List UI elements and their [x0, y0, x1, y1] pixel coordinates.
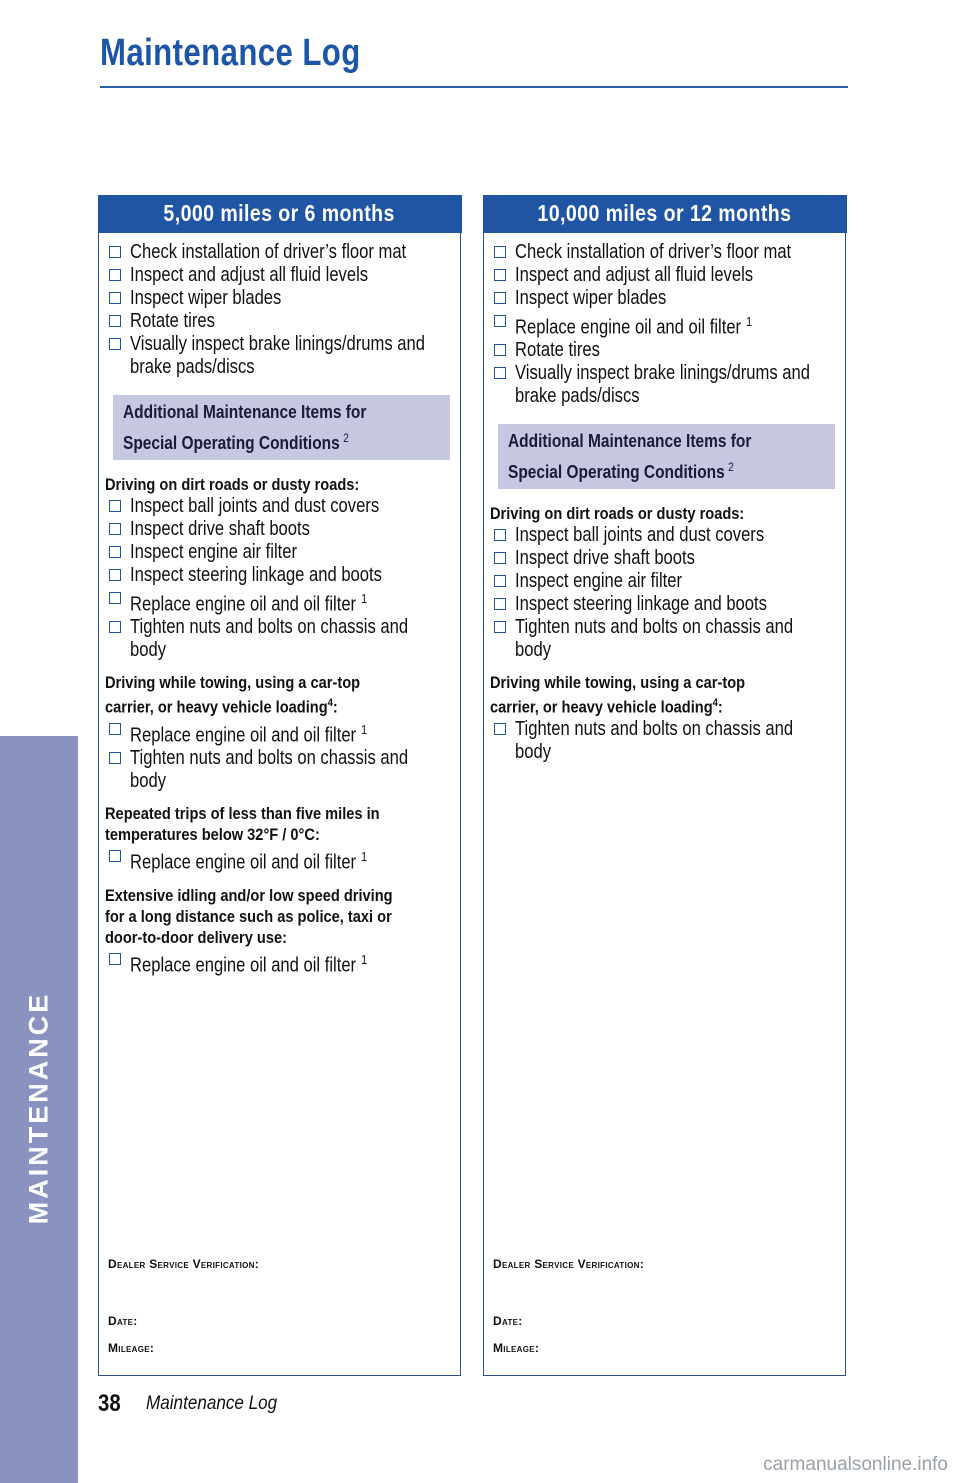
checklist-item[interactable]: Inspect ball joints and dust covers — [105, 495, 454, 518]
checkbox[interactable] — [109, 315, 121, 327]
checklist-item[interactable]: Inspect wiper blades — [490, 287, 839, 310]
checkbox[interactable] — [494, 292, 506, 304]
date-label: Date: — [493, 1314, 523, 1328]
checkbox[interactable] — [109, 850, 121, 862]
checkbox[interactable] — [494, 621, 506, 633]
footer-section-label: Maintenance Log — [146, 1393, 278, 1414]
checklist-item[interactable]: Tighten nuts and bolts on chassis and — [105, 747, 454, 770]
checkbox[interactable] — [494, 315, 506, 327]
towing-group — [490, 672, 839, 764]
checkbox[interactable] — [109, 246, 121, 258]
checkbox[interactable] — [494, 552, 506, 564]
checkbox[interactable] — [109, 292, 121, 304]
condition-heading: Driving on dirt roads or dusty roads: — [490, 504, 745, 524]
dirt-roads-group — [490, 503, 839, 662]
checklist-item[interactable]: Visually inspect brake linings/drums and — [105, 333, 454, 356]
checklist-item[interactable]: Tighten nuts and bolts on chassis and — [490, 718, 839, 741]
checkbox[interactable] — [494, 598, 506, 610]
checklist-item[interactable]: Visually inspect brake linings/drums and — [490, 362, 839, 385]
checkbox[interactable] — [494, 246, 506, 258]
dealer-verification-label: Dealer Service Verification: — [493, 1257, 645, 1271]
date-label: Date: — [108, 1314, 138, 1328]
checklist-item[interactable]: Inspect steering linkage and boots — [105, 564, 454, 587]
special-conditions-banner: Additional Maintenance Items for Special Operating Conditions $^2$ — [498, 424, 835, 489]
checkbox[interactable] — [494, 575, 506, 587]
checklist-item[interactable]: Inspect ball joints and dust covers — [490, 524, 839, 547]
condition-heading: Driving while towing, using a car-top carrier, or heavy vehicle loading$^4$: — [490, 673, 746, 717]
dealer-verification-label: Dealer Service Verification: — [108, 1257, 260, 1271]
checklist-item[interactable]: Rotate tires — [105, 310, 454, 333]
dirt-roads-group — [105, 474, 454, 663]
idling-group — [105, 885, 454, 978]
section-side-tab-label: MAINTENANCE — [23, 991, 54, 1225]
short-trips-group — [105, 803, 454, 875]
checklist-item-continuation: body — [515, 639, 552, 662]
checkbox[interactable] — [109, 546, 121, 558]
checklist-item-continuation: brake pads/discs — [130, 355, 255, 378]
mileage-label: Mileage: — [108, 1341, 155, 1355]
checklist-item[interactable]: Replace engine oil and oil filter $^1$ — [105, 845, 454, 875]
routine-checklist — [105, 241, 454, 379]
column-header: 5,000 miles or 6 months — [98, 195, 462, 233]
checklist-item[interactable]: Tighten nuts and bolts on chassis and — [490, 616, 839, 639]
checklist-item[interactable]: Inspect drive shaft boots — [105, 518, 454, 541]
checkbox[interactable] — [494, 723, 506, 735]
checklist-item[interactable]: Inspect engine air filter — [490, 570, 839, 593]
checklist-item[interactable]: Inspect steering linkage and boots — [490, 593, 839, 616]
checklist-item[interactable]: Replace engine oil and oil filter $^1$ — [105, 948, 454, 978]
checklist-item[interactable]: Replace engine oil and oil filter $^1$ — [105, 718, 454, 748]
checkbox[interactable] — [494, 367, 506, 379]
condition-heading: Driving while towing, using a car-top carrier, or heavy vehicle loading$^4$: — [105, 673, 361, 717]
checkbox[interactable] — [109, 569, 121, 581]
checklist-item[interactable]: Rotate tires — [490, 339, 839, 362]
checklist-item[interactable]: Inspect and adjust all fluid levels — [490, 264, 839, 287]
checklist-item[interactable]: Inspect drive shaft boots — [490, 547, 839, 570]
watermark: carmanualsonline.info — [763, 1454, 948, 1475]
checkbox[interactable] — [109, 752, 121, 764]
checkbox[interactable] — [109, 953, 121, 965]
checklist-item[interactable]: Inspect and adjust all fluid levels — [105, 264, 454, 287]
checkbox[interactable] — [109, 500, 121, 512]
maintenance-column-5000 — [98, 195, 461, 1376]
checklist-item[interactable]: Check installation of driver’s floor mat — [490, 241, 839, 264]
special-conditions-banner: Additional Maintenance Items for Special Operating Conditions $^2$ — [113, 395, 450, 460]
condition-heading: Repeated trips of less than five miles in temperatures below 32°F / 0°C: — [105, 804, 380, 845]
checklist-item[interactable]: Replace engine oil and oil filter $^1$ — [105, 587, 454, 617]
checklist-item[interactable]: Inspect engine air filter — [105, 541, 454, 564]
towing-group — [105, 672, 454, 793]
condition-heading: Extensive idling and/or low speed driving for a long distance such as police, taxi or door-to-door delivery use: — [105, 886, 393, 948]
mileage-label: Mileage: — [493, 1341, 540, 1355]
checklist-item[interactable]: Replace engine oil and oil filter $^1$ — [490, 310, 839, 340]
checkbox[interactable] — [494, 344, 506, 356]
checkbox[interactable] — [109, 723, 121, 735]
checklist-item-continuation: body — [130, 770, 167, 793]
page-title: Maintenance Log — [100, 32, 361, 74]
condition-heading: Driving on dirt roads or dusty roads: — [105, 474, 360, 494]
checkbox[interactable] — [109, 592, 121, 604]
checkbox[interactable] — [109, 523, 121, 535]
checkbox[interactable] — [109, 269, 121, 281]
checkbox[interactable] — [109, 621, 121, 633]
column-header: 10,000 miles or 12 months — [483, 195, 847, 233]
checklist-item[interactable]: Tighten nuts and bolts on chassis and — [105, 616, 454, 639]
routine-checklist — [490, 241, 839, 409]
maintenance-column-10000 — [483, 195, 846, 1376]
checkbox[interactable] — [494, 269, 506, 281]
checklist-item-continuation: body — [515, 740, 552, 763]
title-divider — [100, 86, 848, 88]
checklist-item[interactable]: Check installation of driver’s floor mat — [105, 241, 454, 264]
checklist-item[interactable]: Inspect wiper blades — [105, 287, 454, 310]
checkbox[interactable] — [109, 338, 121, 350]
page-number: 38 — [98, 1390, 121, 1417]
checkbox[interactable] — [494, 529, 506, 541]
checklist-item-continuation: brake pads/discs — [515, 385, 640, 408]
checklist-item-continuation: body — [130, 639, 167, 662]
